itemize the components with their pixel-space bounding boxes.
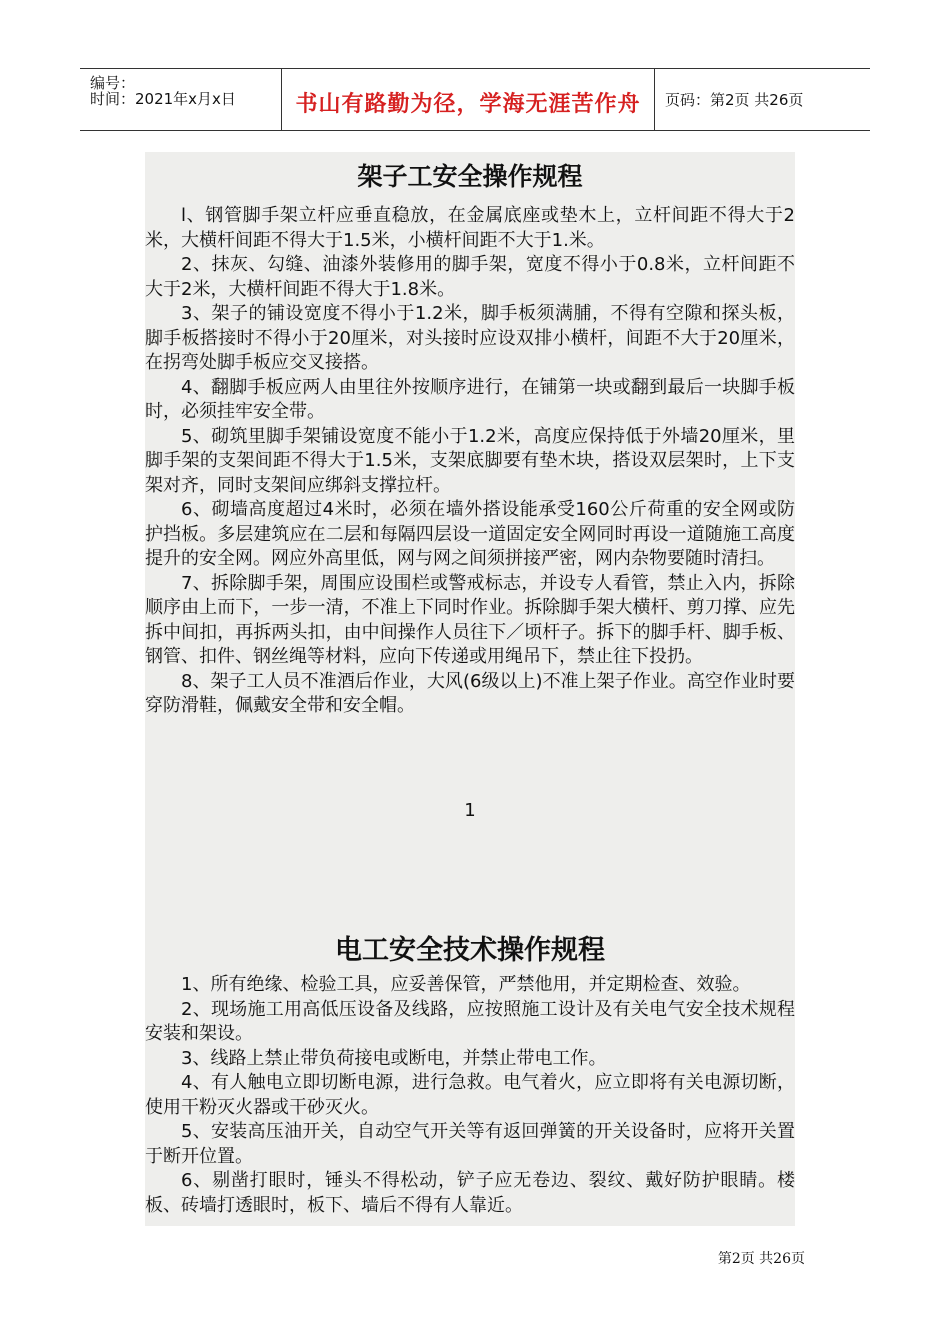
header-page-cell	[655, 69, 870, 130]
section1-paragraph: 6、砌墙高度超过4米时，必须在墙外搭设能承受160公斤荷重的安全网或防护挡板。多层建筑应在二层和每隔四层设一道固定安全网同时再设一道随施工高度提升的安全网。网应外高里低，网与网之间须拼接严密，网内杂物要随时清扫。	[145, 499, 795, 569]
header-motto-cell	[282, 69, 655, 130]
header-page-info: 页码：第2页 共26页	[665, 91, 804, 109]
page-footer: 第2页 共26页	[717, 1251, 805, 1267]
header-meta-cell	[80, 69, 282, 130]
section1-paragraph: 4、翻脚手板应两人由里往外按顺序进行，在铺第一块或翻到最后一块脚手板时，必须挂牢安全带。	[145, 376, 795, 422]
page-header	[80, 68, 870, 131]
section2-paragraph: 2、现场施工用高低压设备及线路，应按照施工设计及有关电气安全技术规程安装和架设。	[145, 998, 795, 1044]
section2-paragraph: 3、线路上禁止带负荷接电或断电，并禁止带电工作。	[181, 1047, 607, 1069]
section2-title: 电工安全技术操作规程	[335, 935, 605, 966]
section2-paragraph: 4、有人触电立即切断电源，进行急救。电气着火，应立即将有关电源切断，使用干粉灭火器或干砂灭火。	[145, 1072, 795, 1118]
section1-paragraph: 7、拆除脚手架，周围应设围栏或警戒标志，并设专人看管，禁止入内，拆除顺序由上而下，一步一清，不准上下同时作业。拆除脚手架大横杆、剪刀撑、应先拆中间扣，再拆两头扣，由中间操作人员往下／顷杆子。拆下的脚手杆、脚手板、钢管、扣件、钢丝绳等材料，应向下传递或用绳吊下，禁止往下投扔。	[145, 572, 795, 667]
section2-paragraph: 6、剔凿打眼时，锤头不得松动，铲子应无卷边、裂纹、戴好防护眼睛。楼板、砖墙打透眼时，板下、墙后不得有人靠近。	[145, 1170, 795, 1216]
section1-paragraph: 2、抹灰、勾缝、油漆外装修用的脚手架，宽度不得小于0.8米，立杆间距不大于2米，大横杆间距不得大于1.8米。	[145, 254, 795, 300]
section1-paragraph: 3、架子的铺设宽度不得小于1.2米，脚手板须满脯，不得有空隙和探头板，脚手板搭接时不得小于20厘米，对头接时应设双排小横杆，间距不大于20厘米，在拐弯处脚手板应交叉接搭。	[145, 303, 795, 373]
section2-body	[145, 973, 795, 1218]
section1-paragraph: l、钢管脚手架立杆应垂直稳放，在金属底座或垫木上，立杆间距不得大于2米，大横杆间距不得大于1.5米，小横杆间距不大于1.米。	[145, 205, 795, 251]
section2-paragraph: 5、安装高压油开关，自动空气开关等有返回弹簧的开关设备时，应将开关置于断开位置。	[145, 1121, 795, 1167]
document-number-label: 编号：	[90, 74, 136, 92]
section1-paragraph: 5、砌筑里脚手架铺设宽度不能小于1.2米，高度应保持低于外墙20厘米，里脚手架的支架间距不得大于1.5米，支架底脚要有垫木块，搭设双层架时，上下支架对齐，同时支架间应绑斜支撑拉杆。	[145, 425, 795, 496]
section1-paragraph: 8、架子工人员不准酒后作业，大风(6级以上)不准上架子作业。高空作业时要穿防滑鞋，佩戴安全带和安全帽。	[145, 670, 795, 716]
document-date-label: 时间：2021年x月x日	[90, 90, 236, 108]
inner-page-number: 1	[464, 800, 476, 821]
section1-title: 架子工安全操作规程	[357, 162, 583, 191]
header-motto: 书山有路勤为径，学海无涯苦作舟	[295, 92, 641, 117]
section1-body	[145, 204, 795, 719]
section2-paragraph: 1、所有绝缘、检验工具，应妥善保管，严禁他用，并定期检查、效验。	[181, 974, 751, 995]
